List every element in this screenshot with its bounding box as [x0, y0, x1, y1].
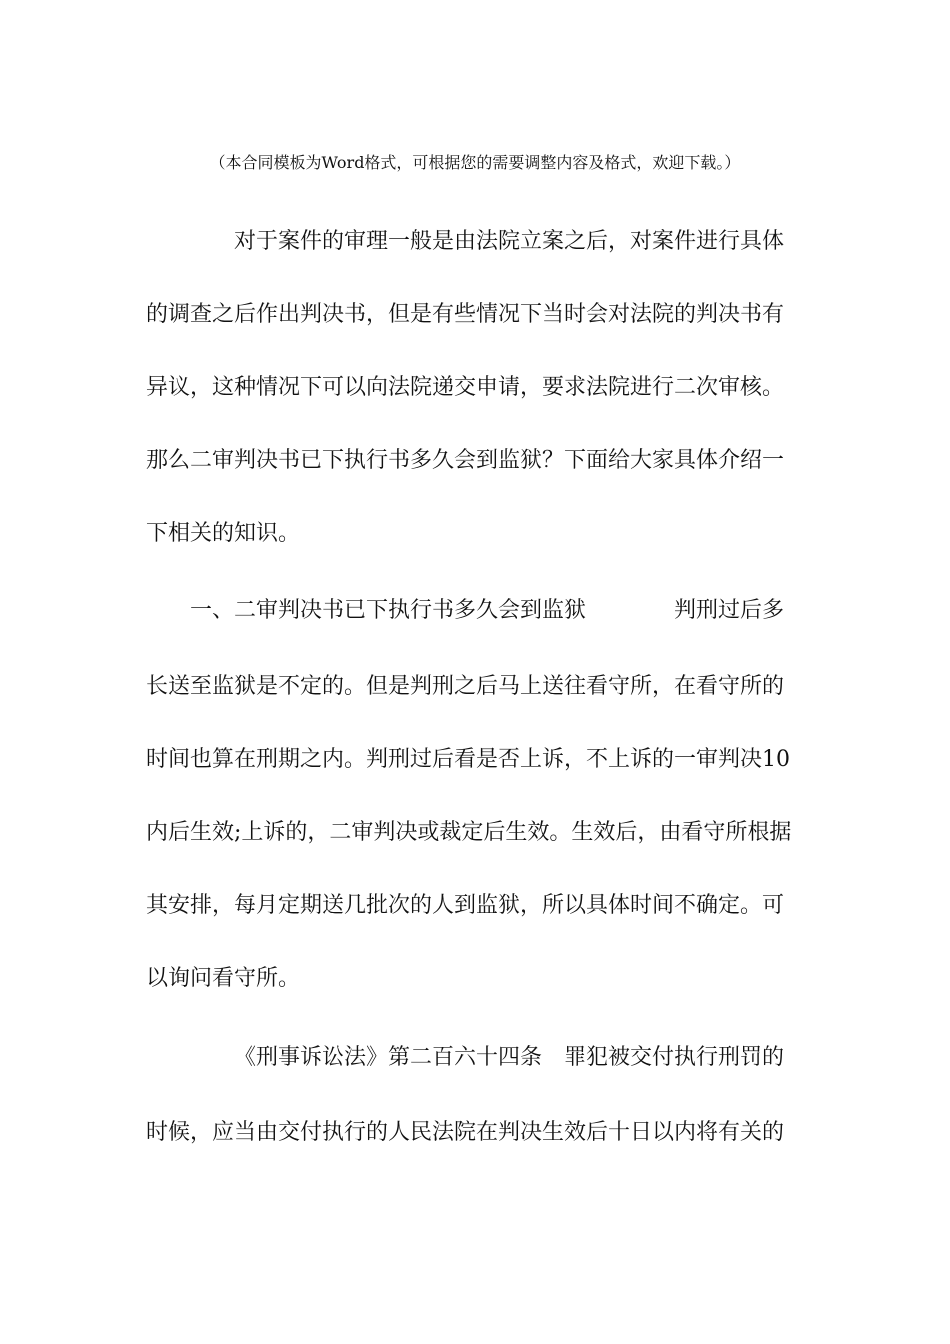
paragraph-line: 的调查之后作出判决书，但是有些情况下当时会对法院的判决书有 — [146, 302, 785, 327]
paragraph-line: 对于案件的审理一般是由法院立案之后，对案件进行具体 — [234, 229, 785, 254]
paragraph-line: 以询问看守所。 — [146, 966, 301, 991]
law-text: 罪犯被交付执行刑罚的 — [564, 1045, 785, 1070]
paragraph-line: 时间也算在刑期之内。判刑过后看是否上诉，不上诉的一审判决10 — [146, 747, 790, 772]
paragraph-line: 那么二审判决书已下执行书多久会到监狱？下面给大家具体介绍一 — [146, 448, 785, 473]
section-continuation: 判刑过后多 — [674, 598, 785, 623]
paragraph-line: 其安排，每月定期送几批次的人到监狱，所以具体时间不确定。可 — [146, 893, 785, 918]
section-heading: 一、二审判决书已下执行书多久会到监狱 — [190, 598, 587, 623]
law-reference: 《刑事诉讼法》第二百六十四条 — [234, 1045, 543, 1070]
paragraph-line: 时候，应当由交付执行的人民法院在判决生效后十日以内将有关的 — [146, 1120, 785, 1145]
paragraph-line: 内后生效;上诉的，二审判决或裁定后生效。生效后，由看守所根据 — [146, 820, 792, 845]
law-reference-line — [146, 1043, 806, 1073]
paragraph-line: 异议，这种情况下可以向法院递交申请，要求法院进行二次审核。 — [146, 375, 785, 400]
paragraph-line: 下相关的知识。 — [146, 521, 301, 546]
paragraph-line: 长送至监狱是不定的。但是判刑之后马上送往看守所，在看守所的 — [146, 674, 785, 699]
template-note: （本合同模板为Word格式，可根据您的需要调整内容及格式，欢迎下载。） — [209, 153, 741, 172]
section-heading-line — [146, 596, 806, 626]
